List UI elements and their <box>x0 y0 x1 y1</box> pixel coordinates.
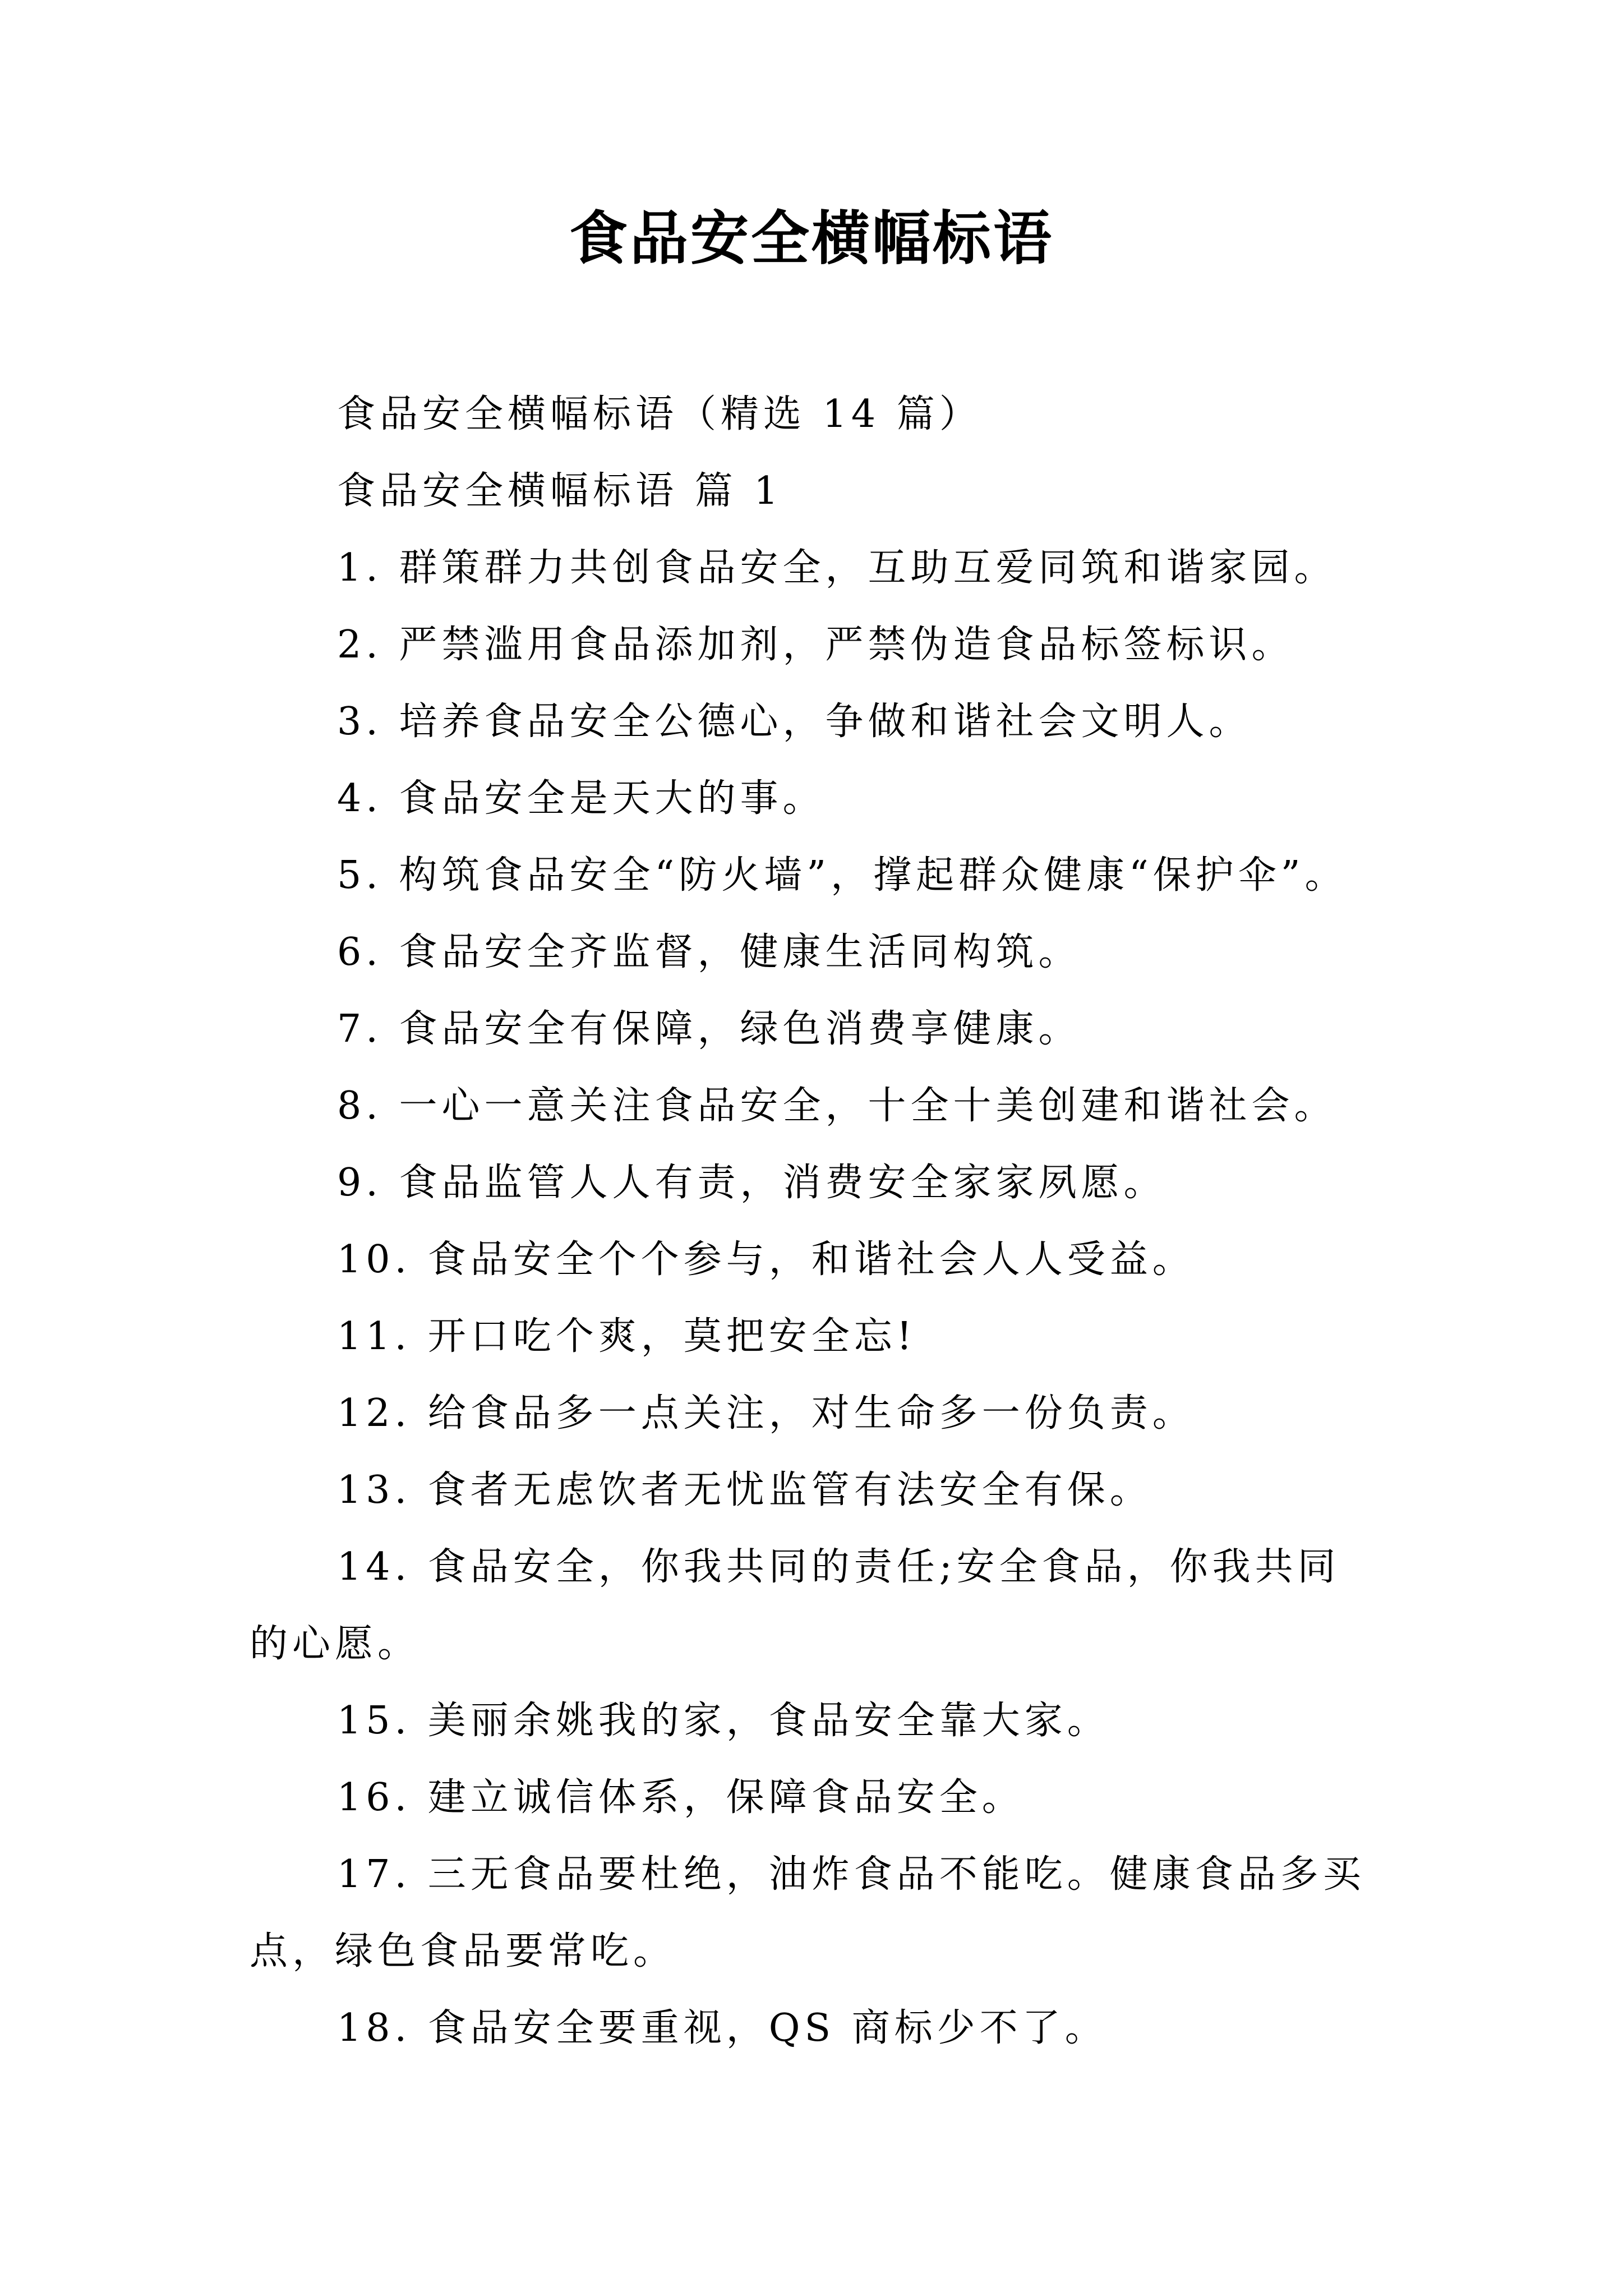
list-item: 15. 美丽余姚我的家，食品安全靠大家。 <box>337 1699 1110 1743</box>
list-item: 16. 建立诚信体系，保障食品安全。 <box>337 1775 1025 1820</box>
document-subtitle: 食品安全横幅标语（精选 14 篇） <box>337 392 982 436</box>
list-item: 4. 食品安全是天大的事。 <box>337 776 826 821</box>
list-item: 5. 构筑食品安全“防火墙”，撑起群众健康“保护伞”。 <box>337 853 1348 898</box>
list-item: 10. 食品安全个个参与，和谐社会人人受益。 <box>337 1237 1195 1282</box>
document-title: 食品安全横幅标语 <box>569 204 1054 273</box>
list-item: 1. 群策群力共创食品安全，互助互爱同筑和谐家园。 <box>337 546 1337 590</box>
list-item: 3. 培养食品安全公德心，争做和谐社会文明人。 <box>337 700 1252 744</box>
list-item: 18. 食品安全要重视，QS 商标少不了。 <box>337 2006 1108 2050</box>
list-item: 2. 严禁滥用食品添加剂，严禁伪造食品标签标识。 <box>337 623 1294 667</box>
list-item: 11. 开口吃个爽，莫把安全忘! <box>337 1314 917 1359</box>
list-item: 13. 食者无虑饮者无忧监管有法安全有保。 <box>337 1468 1152 1512</box>
section-heading: 食品安全横幅标语 篇 1 <box>337 469 783 513</box>
document-body <box>250 376 1377 2067</box>
list-item: 8. 一心一意关注食品安全，十全十美创建和谐社会。 <box>337 1084 1337 1128</box>
list-item: 7. 食品安全有保障，绿色消费享健康。 <box>337 1007 1081 1051</box>
list-item: 6. 食品安全齐监督，健康生活同构筑。 <box>337 930 1081 974</box>
list-item: 14. 食品安全，你我共同的责任;安全食品，你我共同的心愿。 <box>250 1545 1340 1666</box>
list-item: 12. 给食品多一点关注，对生命多一份负责。 <box>337 1391 1195 1435</box>
list-item: 9. 食品监管人人有责，消费安全家家夙愿。 <box>337 1161 1166 1205</box>
list-item: 17. 三无食品要杜绝，油炸食品不能吃。健康食品多买点，绿色食品要常吃。 <box>250 1852 1366 1973</box>
